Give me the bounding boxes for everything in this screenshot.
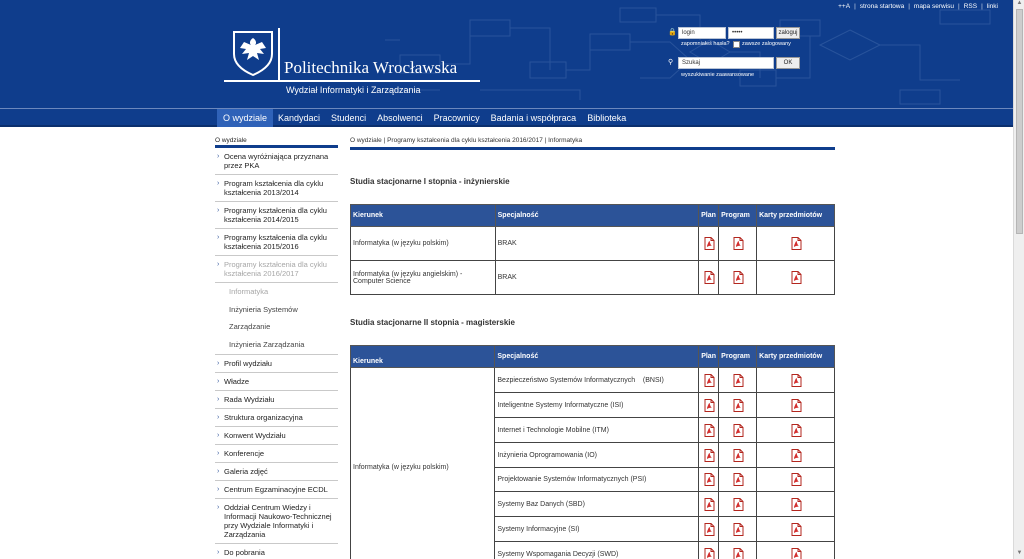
program-pdf-icon[interactable] (731, 271, 745, 284)
breadcrumb[interactable]: O wydziale | Programy kształcenia dla cyklu kształcenia 2016/2017 | Informatyka (350, 137, 583, 144)
cards-pdf-icon[interactable] (789, 399, 803, 412)
table-row (351, 261, 835, 295)
scrollbar-thumb[interactable] (1016, 9, 1023, 234)
cards-pdf-icon[interactable] (789, 374, 803, 387)
sidebar-item[interactable]: › Konferencje (215, 445, 338, 463)
nav-item-biblioteka[interactable]: Biblioteka (587, 113, 627, 123)
column-header: Specjalność (495, 346, 699, 368)
nav-item-studenci[interactable]: Studenci (331, 113, 367, 123)
scrollbar[interactable] (1013, 0, 1024, 559)
breadcrumb-bar (350, 147, 835, 150)
chevron-right-icon: › (217, 153, 220, 160)
column-header: Program (719, 346, 757, 368)
sidebar (215, 137, 338, 559)
faculty-name: Wydział Informatyki i Zarządzania (286, 85, 421, 95)
eagle-emblem-icon (230, 28, 276, 76)
sidebar-item-current[interactable]: › Programy kształcenia dla cyklu kształcenia 2016/2017 (215, 256, 338, 283)
plan-pdf-icon[interactable] (702, 548, 716, 559)
sidebar-item[interactable]: › Struktura organizacyjna (215, 409, 338, 427)
top-links: ++A | strona startowa | mapa serwisu | RSS | linki (838, 3, 998, 10)
column-header: Plan (699, 346, 719, 368)
cards-pdf-icon[interactable] (789, 548, 803, 559)
plan-pdf-icon[interactable] (702, 449, 716, 462)
search-button[interactable]: OK (776, 57, 800, 69)
plan-pdf-icon[interactable] (702, 473, 716, 486)
plan-pdf-icon[interactable] (702, 523, 716, 536)
specialization-cell: Bezpieczeństwo Systemów Informatycznych (BNSI) (495, 368, 699, 393)
table-row (351, 227, 835, 261)
sitemap-link[interactable]: mapa serwisu (913, 3, 955, 10)
chevron-right-icon: › (217, 377, 220, 385)
column-header: Karty przedmiotów (757, 346, 835, 368)
chevron-right-icon: › (217, 467, 220, 475)
plan-pdf-icon[interactable] (702, 399, 716, 412)
links-link[interactable]: linki (986, 3, 998, 10)
specialization-cell: Projektowanie Systemów Informatycznych (PSI) (495, 468, 699, 492)
home-link[interactable]: strona startowa (859, 3, 905, 10)
remember-label: zawsze zalogowany (742, 41, 791, 47)
column-header: Program (719, 205, 757, 227)
column-header: Karty przedmiotów (757, 205, 835, 227)
sidebar-subitem-informatyka[interactable]: Informatyka (229, 287, 269, 296)
logo-underline (224, 80, 480, 82)
nav-item-o-wydziale[interactable]: O wydziale (217, 109, 273, 127)
sidebar-item[interactable]: › Programy kształcenia dla cyklu kształcenia 2014/2015 (215, 202, 338, 229)
programs-table-second-degree (350, 345, 835, 559)
sidebar-item[interactable]: › Profil wydziału (215, 355, 338, 373)
specialization-cell: Internet i Technologie Mobilne (ITM) (495, 418, 699, 443)
cards-pdf-icon[interactable] (789, 237, 803, 250)
nav-item-badania[interactable]: Badania i współpraca (490, 113, 577, 123)
specialization-cell: BRAK (495, 227, 698, 261)
scroll-up-arrow-icon[interactable]: ▲ (1016, 0, 1023, 6)
program-pdf-icon[interactable] (731, 523, 745, 536)
lock-icon: 🔒 (668, 29, 677, 36)
chevron-right-icon: › (217, 548, 220, 556)
program-pdf-icon[interactable] (731, 237, 745, 250)
kierunek-cell: Informatyka (w języku polskim) (351, 227, 496, 261)
program-pdf-icon[interactable] (731, 374, 745, 387)
forgot-password-link[interactable]: zapomniałeś hasła? (681, 41, 730, 47)
program-pdf-icon[interactable] (731, 449, 745, 462)
font-size-link[interactable]: ++A (838, 3, 851, 10)
advanced-search-link[interactable]: wyszukiwanie zaawansowane (681, 72, 755, 78)
specialization-cell: Inżynieria Oprogramowania (IO) (495, 443, 699, 468)
table-row (351, 368, 835, 393)
nav-item-pracownicy[interactable]: Pracownicy (433, 113, 480, 123)
nav-item-kandydaci[interactable]: Kandydaci (278, 113, 321, 123)
sidebar-item[interactable]: › Galeria zdjęć (215, 463, 338, 481)
sidebar-item[interactable]: › Do pobrania (215, 544, 338, 559)
column-header: Specjalność (495, 205, 698, 227)
plan-pdf-icon[interactable] (702, 237, 716, 250)
section-title-first-degree: Studia stacjonarne I stopnia - inżynierskie (350, 177, 510, 186)
plan-pdf-icon[interactable] (702, 424, 716, 437)
chevron-right-icon: › (217, 234, 220, 241)
logo-divider (278, 28, 280, 80)
column-header: Plan (699, 205, 719, 227)
university-name: Politechnika Wrocławska (284, 58, 458, 77)
specialization-cell: Systemy Baz Danych (SBD) (495, 492, 699, 517)
specialization-cell: Systemy Informacyjne (SI) (495, 517, 699, 542)
chevron-right-icon: › (217, 431, 220, 439)
search-input[interactable]: Szukaj (678, 57, 774, 69)
sidebar-item[interactable]: › Rada Wydziału (215, 391, 338, 409)
chevron-right-icon: › (217, 503, 220, 511)
program-pdf-icon[interactable] (731, 498, 745, 511)
sidebar-item[interactable]: › Ocena wyróżniająca przyznana przez PKA (215, 148, 338, 175)
cards-pdf-icon[interactable] (789, 271, 803, 284)
kierunek-cell: Informatyka (w języku angielskim) - Computer Science (351, 261, 496, 295)
cards-pdf-icon[interactable] (789, 473, 803, 486)
chevron-right-icon: › (217, 261, 220, 268)
sidebar-subitem[interactable]: Inżynieria Systemów (229, 304, 298, 314)
program-pdf-icon[interactable] (731, 548, 745, 559)
sidebar-item[interactable]: › Program kształcenia dla cyklu kształcenia 2013/2014 (215, 175, 338, 202)
remember-checkbox[interactable] (733, 41, 740, 48)
cards-pdf-icon[interactable] (789, 523, 803, 536)
chevron-right-icon: › (217, 395, 220, 403)
specialization-cell: Inteligentne Systemy Informatyczne (ISI) (495, 393, 699, 418)
rss-link[interactable]: RSS (963, 3, 978, 10)
sidebar-subitem[interactable]: Zarządzanie (229, 322, 271, 332)
cards-pdf-icon[interactable] (789, 424, 803, 437)
logo[interactable] (224, 28, 479, 80)
main-content (350, 137, 835, 558)
nav-item-absolwenci[interactable]: Absolwenci (377, 113, 423, 123)
chevron-right-icon: › (217, 180, 220, 187)
plan-pdf-icon[interactable] (702, 374, 716, 387)
programs-table-first-degree (350, 204, 835, 295)
specialization-cell: BRAK (495, 261, 698, 295)
plan-pdf-icon[interactable] (702, 271, 716, 284)
sidebar-item[interactable]: › Konwent Wydziału (215, 427, 338, 445)
sidebar-title: O wydziale (215, 137, 338, 148)
program-pdf-icon[interactable] (731, 399, 745, 412)
plan-pdf-icon[interactable] (702, 498, 716, 511)
cards-pdf-icon[interactable] (789, 449, 803, 462)
login-button[interactable]: zaloguj (776, 27, 800, 39)
column-header: Kierunek (351, 205, 496, 227)
site-header (0, 0, 1013, 108)
program-pdf-icon[interactable] (731, 424, 745, 437)
chevron-right-icon: › (217, 485, 220, 493)
sidebar-subitem[interactable]: Inżynieria Zarządzania (215, 336, 338, 355)
kierunek-cell: Informatyka (w języku polskim) (351, 368, 495, 559)
main-nav (0, 108, 1013, 127)
search-icon: ⚲ (668, 59, 674, 66)
specialization-cell: Systemy Wspomagania Decyzji (SWD) (495, 542, 699, 559)
scroll-down-arrow-icon[interactable]: ▼ (1016, 550, 1023, 556)
sidebar-item[interactable]: › Władze (215, 373, 338, 391)
login-input[interactable]: login (678, 27, 726, 39)
program-pdf-icon[interactable] (731, 473, 745, 486)
password-input[interactable]: ••••• (728, 27, 774, 39)
chevron-right-icon: › (217, 449, 220, 457)
chevron-right-icon: › (217, 413, 220, 421)
cards-pdf-icon[interactable] (789, 498, 803, 511)
sidebar-item[interactable]: › Programy kształcenia dla cyklu kształcenia 2015/2016 (215, 229, 338, 256)
chevron-right-icon: › (217, 359, 220, 367)
column-header: Kierunek (351, 346, 495, 368)
chevron-right-icon: › (217, 207, 220, 214)
sidebar-item[interactable]: › Centrum Egzaminacyjne ECDL (215, 481, 338, 499)
sidebar-item[interactable]: › Oddział Centrum Wiedzy i Informacji Naukowo-Technicznej przy Wydziale Informatyki i Zarządzania (215, 499, 338, 544)
section-title-second-degree: Studia stacjonarne II stopnia - magisterskie (350, 318, 515, 327)
